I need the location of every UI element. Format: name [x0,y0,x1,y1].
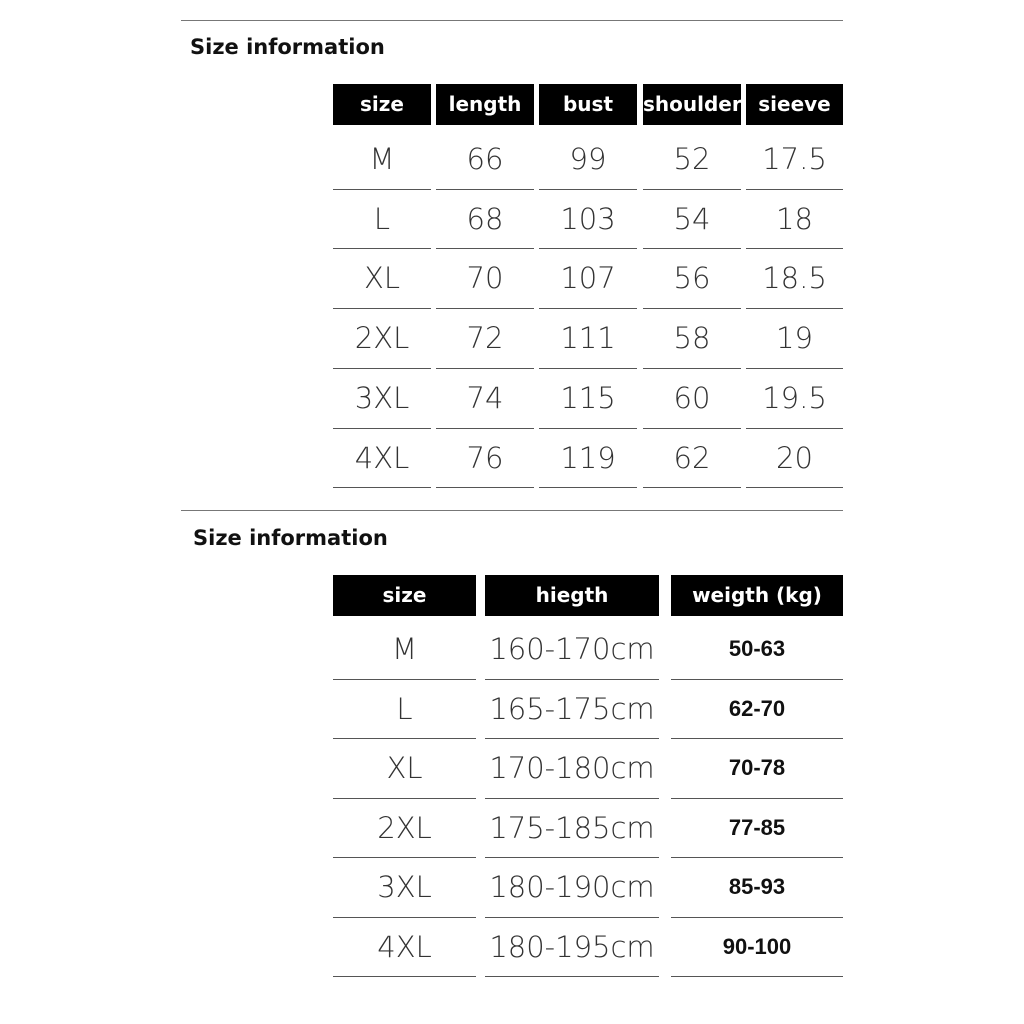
table-cell: 70-78 [728,755,786,780]
header-weigth-kg: weigth (kg) [671,575,843,616]
row-divider [746,487,843,488]
table-cell: 50-63 [728,636,786,661]
table-cell: 180-190cm [489,870,655,904]
table-cell: 2XL [377,810,432,845]
row-divider [333,976,476,977]
table-cell: XL [363,261,401,296]
table-cell: M [391,632,418,666]
table-cell: 4XL [354,440,410,475]
table-cell: 111 [560,321,616,356]
table-cell: 77-85 [728,814,786,840]
table-cell: 19.5 [762,380,827,415]
section-title-1: Size information [190,35,385,59]
table-cell: 58 [673,321,711,356]
table-cell: 76 [466,440,504,475]
table-cell: 62 [673,440,711,475]
section-title-2: Size information [193,526,388,550]
table-cell: L [373,201,391,236]
table-cell: 2XL [354,321,410,356]
top-divider [181,20,843,21]
table-cell: 170-180cm [489,751,655,785]
table-cell: 66 [466,142,504,176]
table-cell: 62-70 [728,695,786,721]
table-cell: 17.5 [762,142,827,176]
table-cell: 107 [560,261,616,296]
row-divider [333,487,431,488]
table-cell: 160-170cm [489,632,655,666]
row-divider [436,487,534,488]
table-cell: 74 [466,380,504,415]
row-divider [643,487,741,488]
header-size: size [333,84,431,125]
row-divider [671,976,843,977]
middle-divider [181,510,843,511]
table-cell: 54 [673,201,711,236]
table-cell: 60 [673,380,711,415]
table-cell: XL [386,751,423,785]
table-cell: 56 [673,261,711,296]
row-divider [485,976,659,977]
table-cell: 99 [569,142,607,176]
table-cell: 115 [560,380,616,415]
table-cell: 68 [466,201,504,236]
header-size: size [333,575,476,616]
table-cell: L [396,691,413,726]
table-cell: 175-185cm [489,810,655,845]
header-sieeve: sieeve [746,84,843,125]
table-cell: 20 [776,440,813,475]
table-cell: 3XL [377,870,432,904]
table-cell: 180-195cm [489,929,655,964]
table-cell: 165-175cm [489,691,655,726]
table-cell: 103 [560,201,616,236]
table-cell: M [369,142,395,176]
table-cell: 3XL [354,380,410,415]
header-length: length [436,84,534,125]
table-cell: 85-93 [728,874,786,899]
table-cell: 19 [776,321,813,356]
table-cell: 70 [466,261,504,296]
table-cell: 90-100 [722,933,792,959]
table-cell: 18.5 [762,261,827,296]
table-cell: 119 [560,440,616,475]
table-cell: 4XL [377,929,432,964]
header-shoulder: shoulder [643,84,741,125]
header-bust: bust [539,84,637,125]
table-cell: 18 [776,201,813,236]
table-cell: 52 [673,142,711,176]
header-hiegth: hiegth [485,575,659,616]
row-divider [539,487,637,488]
table-cell: 72 [466,321,504,356]
